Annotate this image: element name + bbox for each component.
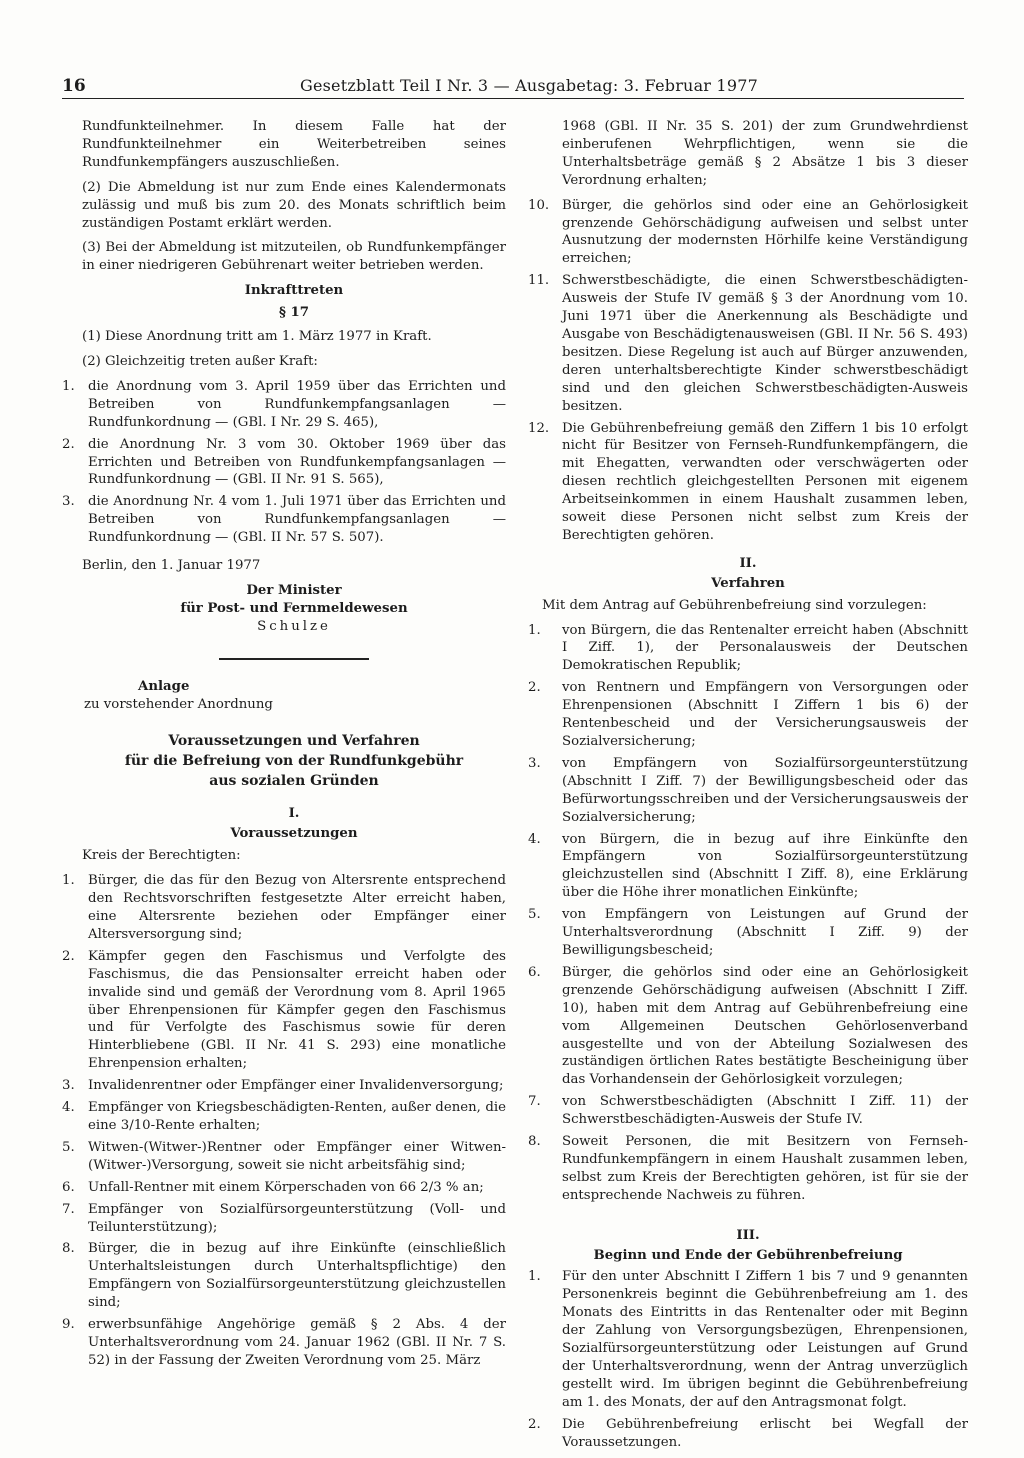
list-item bbox=[62, 872, 506, 944]
list-item-number: 7. bbox=[62, 1201, 75, 1217]
list-item bbox=[62, 1099, 506, 1135]
signer-title: Der Minister bbox=[246, 582, 342, 598]
list-item bbox=[528, 964, 968, 1089]
paragraph: (3) Bei der Abmeldung ist mitzuteilen, ob Rundfunkempfänger in einer niedrigeren Gebührenart weiter betrieben werden. bbox=[82, 240, 506, 274]
section-number: II. bbox=[739, 555, 757, 571]
signer-name: Schulze bbox=[257, 618, 331, 634]
eligibility-list bbox=[62, 872, 506, 1370]
list-item-text: Bürger, die gehörlos sind oder eine an Gehörlosigkeit grenzende Gehörschädigung aufweisen (Abschnitt I Ziff. 10), haben mit dem Antrag auf Gebührenbefreiung eine vom Allgemeinen Deutschen Gehörlosenverband ausgestellte und von der Abteilung Sozialwesen des zuständigen örtlichen Rates bestätigte Bescheinigung über das Vorhandensein der Gehörlosigkeit vorzulegen; bbox=[562, 964, 968, 1088]
paragraph-number: § 17 bbox=[278, 305, 310, 321]
list-item-text: von Empfängern von Leistungen auf Grund der Unterhaltsverordnung (Abschnitt I Ziff. 9) der Bewilligungsbescheid; bbox=[562, 907, 968, 958]
signature-block bbox=[82, 582, 506, 636]
list-item-text: die Anordnung vom 3. April 1959 über das Errichten und Betreiben von Rundfunkempfangsanlagen — Rundfunkordnung — (GBl. I Nr. 29 S. 465), bbox=[88, 378, 506, 430]
list-item bbox=[62, 1077, 506, 1095]
list-item-number: 2. bbox=[528, 1416, 541, 1432]
list-item-text: von Empfängern von Sozialfürsorgeunterstützung (Abschnitt I Ziff. 7) der Bewilligungsbescheid oder das Befürwortungsschreiben und der Versicherungsausweis der Sozialversicherung; bbox=[562, 755, 968, 825]
list-item-number: 2. bbox=[62, 948, 75, 964]
list-item-number: 6. bbox=[62, 1179, 75, 1195]
list-item bbox=[62, 436, 506, 490]
list-item-number: 8. bbox=[62, 1241, 75, 1257]
list-item bbox=[62, 1316, 506, 1370]
document-title-line: für die Befreiung von der Rundfunkgebühr bbox=[124, 753, 464, 770]
paragraph: (1) Diese Anordnung tritt am 1. März 1977 in Kraft. bbox=[82, 329, 432, 345]
paragraph: Rundfunkteilnehmer. In diesem Falle hat der Rundfunkteilnehmer ein Weiterbetreiben seines Rundfunkempfängers auszuschließen. bbox=[82, 119, 506, 170]
page-number: 16 bbox=[62, 76, 86, 96]
list-item bbox=[528, 831, 968, 903]
paragraph: Kreis der Berechtigten: bbox=[82, 848, 241, 864]
list-item bbox=[528, 1133, 968, 1205]
eligibility-list-continued bbox=[528, 197, 968, 545]
list-item bbox=[528, 1416, 968, 1452]
right-column bbox=[528, 118, 968, 1458]
list-item-number: 1. bbox=[528, 622, 541, 638]
list-item-number: 1. bbox=[528, 1269, 541, 1285]
section-number: I. bbox=[288, 806, 300, 822]
list-item-number: 3. bbox=[62, 494, 75, 510]
list-item-number: 4. bbox=[528, 831, 541, 847]
list-item-text: Invalidenrentner oder Empfänger einer Invalidenversorgung; bbox=[88, 1078, 504, 1094]
list-item-text: Soweit Personen, die mit Besitzern von Fernseh-Rundfunkempfängern in einem Haushalt zusammen leben, selbst zum Kreis der Berechtigten gehören, ist für sie der entsprechende Nachweis zu führen. bbox=[562, 1134, 968, 1203]
list-item-text: von Schwerstbeschädigten (Abschnitt I Ziff. 11) der Schwerstbeschädigten-Ausweis der Stufe IV. bbox=[562, 1094, 968, 1128]
list-item-number: 3. bbox=[62, 1078, 75, 1094]
list-item bbox=[62, 1240, 506, 1312]
paragraph: 1968 (GBl. II Nr. 35 S. 201) der zum Grundwehrdienst einberufenen Wehrpflichtigen, wenn sie die Unterhaltsbeträge gemäß § 2 Absätze 1 bis 3 dieser Verordnung erhalten; bbox=[562, 119, 968, 188]
list-item-text: die Anordnung Nr. 3 vom 30. Oktober 1969 über das Errichten und Betreiben von Rundfunkempfangsanlagen — Rundfunkordnung — (GBl. II Nr. 91 S. 565), bbox=[88, 436, 506, 488]
list-item bbox=[528, 906, 968, 960]
list-item-number: 1. bbox=[62, 378, 75, 394]
list-item-text: Bürger, die in bezug auf ihre Einkünfte (einschließlich Unterhaltsleistungen durch Unterhaltspflichtige) den Empfängern von Sozialfürsorgeunterstützung gleichzustellen sind; bbox=[88, 1241, 506, 1311]
list-item bbox=[62, 1201, 506, 1237]
annex-subheading: zu vorstehender Anordnung bbox=[84, 696, 273, 712]
list-item bbox=[528, 1268, 968, 1411]
list-item-text: von Bürgern, die in bezug auf ihre Einkünfte den Empfängern von Sozialfürsorgeunterstützung gleichzustellen sind (Abschnitt I Ziff. 8), eine Erklärung über die Höhe ihrer monatlichen Einkünfte; bbox=[562, 831, 968, 901]
section-heading-inkrafttreten: Inkrafttreten bbox=[244, 283, 344, 299]
list-item-number: 5. bbox=[62, 1139, 75, 1155]
list-item-number: 6. bbox=[528, 964, 541, 980]
list-item-text: Witwen-(Witwer-)Rentner oder Empfänger einer Witwen-(Witwer-)Versorgung, soweit sie nicht arbeitsfähig sind; bbox=[88, 1139, 506, 1173]
list-item-text: Kämpfer gegen den Faschismus und Verfolgte des Faschismus, die das Pensionsalter erreicht haben oder invalide sind und gemäß der Verordnung vom 8. April 1965 über Ehrenpensionen für Kämpfer gegen den Faschismus und für Verfolgte des Faschismus sowie für deren Hinterbliebene (GBl. II Nr. 41 S. 293) eine monatliche Ehrenpension erhalten; bbox=[88, 948, 506, 1072]
list-item-text: Unfall-Rentner mit einem Körperschaden von 66 2/3 % an; bbox=[88, 1179, 484, 1195]
list-item bbox=[528, 755, 968, 827]
list-item bbox=[528, 272, 968, 415]
list-item bbox=[62, 1139, 506, 1175]
list-item-text: Die Gebührenbefreiung gemäß den Ziffern 1 bis 10 erfolgt nicht für Besitzer von Fernseh-Rundfunkempfängern, die mit Ehegatten, verwandten oder verschwägerten oder diesen rechtlich gleichgestellten Personen mit eigenem Arbeitseinkommen in einem Haushalt zusammen leben, soweit diese Personen nicht selbst zum Kreis der Berechtigten gehören. bbox=[562, 420, 968, 543]
repeal-list bbox=[62, 378, 506, 547]
list-item-text: Bürger, die gehörlos sind oder eine an Gehörlosigkeit grenzende Gehörschädigung aufweisen und selbst unter Ausnutzung der modernsten Hörhilfe keine Verständigung erreichen; bbox=[562, 197, 968, 267]
list-item-text: Die Gebührenbefreiung erlischt bei Wegfall der Voraussetzungen. bbox=[562, 1416, 968, 1450]
list-item bbox=[528, 1093, 968, 1129]
list-item-number: 7. bbox=[528, 1094, 541, 1110]
list-item-number: 10. bbox=[528, 197, 550, 213]
running-title: Gesetzblatt Teil I Nr. 3 — Ausgabetag: 3. Februar 1977 bbox=[300, 76, 758, 95]
document-title-line: Voraussetzungen und Verfahren bbox=[168, 733, 420, 750]
begin-end-list bbox=[528, 1268, 968, 1451]
list-item-text: Für den unter Abschnitt I Ziffern 1 bis 7 und 9 genannten Personenkreis beginnt die Gebührenbefreiung am 1. des Monats des Eintritts in das Rentenalter oder mit Beginn der Zahlung von Versorgungsbezügen, Ehrenpensionen, Sozialfürsorgeunterstützung oder Leistungen auf Grund der Unterhaltsverordnung, wenn der Antrag unverzüglich gestellt wird. Im übrigen beginnt die Gebührenbefreiung am 1. des Monats, der auf den Antragsmonat folgt. bbox=[562, 1269, 968, 1410]
section-number: III. bbox=[736, 1227, 760, 1243]
section-title: Beginn und Ende der Gebührenbefreiung bbox=[593, 1247, 903, 1263]
list-item bbox=[528, 679, 968, 751]
list-item-number: 12. bbox=[528, 420, 550, 436]
annex-heading: Anlage bbox=[138, 678, 190, 694]
list-item-text: Bürger, die das für den Bezug von Altersrente entsprechend den Rechtsvorschriften festgesetzte Alter erreicht haben, eine Altersrente beziehen oder Empfänger einer Altersversorgung sind; bbox=[88, 873, 506, 942]
list-item-number: 11. bbox=[528, 273, 550, 289]
list-item bbox=[528, 197, 968, 269]
list-item bbox=[528, 420, 968, 545]
section-title: Verfahren bbox=[711, 575, 785, 591]
list-item-number: 1. bbox=[62, 873, 75, 889]
list-item-text: Empfänger von Kriegsbeschädigten-Renten, außer denen, die eine 3/10-Rente erhalten; bbox=[88, 1100, 506, 1133]
list-item bbox=[62, 493, 506, 547]
list-item-number: 4. bbox=[62, 1100, 75, 1116]
left-column bbox=[62, 118, 506, 1376]
document-title-line: aus sozialen Gründen bbox=[209, 773, 379, 790]
list-item-number: 8. bbox=[528, 1134, 541, 1150]
list-item bbox=[62, 1179, 506, 1197]
list-item-text: Schwerstbeschädigte, die einen Schwerstbeschädigten-Ausweis der Stufe IV gemäß § 3 der Anordnung vom 10. Juni 1971 über die Anerkennung als Beschädigte und Ausgabe von Beschädigtenausweisen (GBl. II Nr. 56 S. 493) besitzen. Diese Regelung ist auch auf Bürger anzuwenden, deren unterhaltsberechtigte Kinder schwerstbeschädigt sind und den gleichen Schwerstbeschädigten-Ausweis besitzen. bbox=[562, 273, 968, 414]
list-item-text: Empfänger von Sozialfürsorgeunterstützung (Voll- und Teilunterstützung); bbox=[88, 1201, 506, 1235]
divider bbox=[219, 658, 369, 660]
document-title bbox=[82, 731, 506, 791]
signer-title: für Post- und Fernmeldewesen bbox=[180, 600, 408, 616]
place-date: Berlin, den 1. Januar 1977 bbox=[82, 558, 261, 574]
list-item bbox=[528, 622, 968, 676]
section-title: Voraussetzungen bbox=[230, 826, 358, 842]
paragraph: (2) Die Abmeldung ist nur zum Ende eines Kalendermonats zulässig und muß bis zum 20. des Monats schriftlich beim zuständigen Postamt erklärt werden. bbox=[82, 179, 506, 231]
list-item-text: von Rentnern und Empfängern von Versorgungen oder Ehrenpensionen (Abschnitt I Ziffern 1 bis 6) der Rentenbescheid und der Versicherungsausweis der Sozialversicherung; bbox=[562, 680, 968, 749]
paragraph: Mit dem Antrag auf Gebührenbefreiung sind vorzulegen: bbox=[542, 597, 927, 613]
list-item-number: 2. bbox=[62, 436, 75, 452]
paragraph: (2) Gleichzeitig treten außer Kraft: bbox=[82, 353, 318, 369]
page-header bbox=[62, 76, 964, 99]
list-item-text: von Bürgern, die das Rentenalter erreicht haben (Abschnitt I Ziff. 1), der Personalausweis der Deutschen Demokratischen Republik; bbox=[562, 622, 968, 674]
list-item-number: 5. bbox=[528, 907, 541, 923]
list-item-number: 2. bbox=[528, 680, 541, 696]
procedure-list bbox=[528, 622, 968, 1205]
list-item bbox=[62, 948, 506, 1073]
list-item-text: erwerbsunfähige Angehörige gemäß § 2 Abs. 4 der Unterhaltsverordnung vom 24. Januar 1962 (GBl. II Nr. 7 S. 52) in der Fassung der Zweiten Verordnung vom 25. März bbox=[88, 1317, 506, 1368]
list-item-number: 3. bbox=[528, 755, 541, 771]
list-item bbox=[62, 378, 506, 432]
list-item-number: 9. bbox=[62, 1317, 75, 1333]
list-item-text: die Anordnung Nr. 4 vom 1. Juli 1971 über das Errichten und Betreiben von Rundfunkempfangsanlagen — Rundfunkordnung — (GBl. II Nr. 57 S. 507). bbox=[88, 494, 506, 546]
